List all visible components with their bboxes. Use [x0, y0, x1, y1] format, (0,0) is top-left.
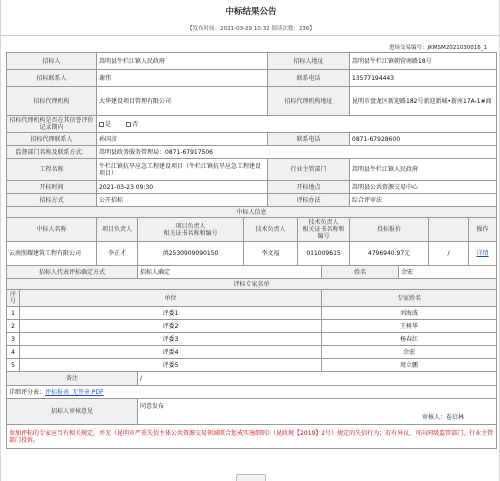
- tender-row: [7, 53, 497, 70]
- winner-col-action: 操作: [469, 218, 497, 242]
- winner-price: 4796940.97元: [350, 242, 429, 266]
- review-row: [7, 399, 497, 425]
- winner-col-tech: 技术负责人: [244, 218, 298, 242]
- winner-section-title: 中标人信息: [7, 207, 497, 218]
- checkbox-no[interactable]: [126, 122, 131, 127]
- experts-section-row: [7, 279, 497, 290]
- tender-value-2: 13577194443: [350, 70, 497, 87]
- open-time-label: 开标时间: [7, 181, 97, 194]
- winner-col-pm-cert: 项目负责人 相关证书名称和编号: [138, 218, 244, 242]
- bottom-button-bar: [1, 474, 500, 481]
- tender-label-1: 招标人: [7, 53, 97, 70]
- record-row: [7, 116, 497, 133]
- notice-text: 参加评标的专家应当有相关规定，并无《昆明市严重失信主体公共资源交易领域联合惩戒实施细则》（昆政规【2019】2号）规定的失信行为；若有异议，可向同级监管部门，行业主管部门投诉。: [7, 425, 497, 449]
- record-question: 招标代理机构是否在其信誉评价记录期内: [7, 116, 97, 133]
- expert-no: 2: [7, 320, 20, 333]
- agent-contact-value: 孙国彦: [97, 133, 268, 146]
- winner-pm: 李正才: [97, 242, 138, 266]
- supervise-value: 嵩明县政务服务管理局：0871-67917506: [97, 146, 497, 159]
- winner-col-name: 中标人名称: [7, 218, 97, 242]
- page-title: 中标结果公告: [225, 7, 277, 17]
- winner-extra: /: [429, 242, 469, 266]
- tender-row: [7, 70, 497, 87]
- transaction-number: 进场交易编号：JKMSM2021030016_1: [389, 45, 487, 51]
- expert-unit: 评委3: [20, 333, 322, 346]
- divider: [1, 35, 500, 36]
- publish-meta: 【发布时间：2021-03-29 10:32 阅读次数：236】: [187, 26, 315, 32]
- winner-name: 云南照耀建筑工程有限公司: [7, 242, 97, 266]
- winner-col-tech-cert: 技术负责人 相关证书名称和编号: [298, 218, 350, 242]
- rep-name-label: 姓名: [322, 266, 399, 279]
- tender-label-2: 招标人地址: [268, 53, 350, 70]
- reviewer-label: 审核人：: [422, 413, 447, 421]
- winner-pm-cert: 滇2530909090150: [138, 242, 244, 266]
- winner-col-pm: 项目负责人: [97, 218, 138, 242]
- experts-header-row: [7, 290, 497, 307]
- tender-value-1: 谢伟: [97, 70, 268, 87]
- notice-row: [7, 425, 497, 449]
- winner-tech-cert: 011009615: [298, 242, 350, 266]
- industry-label: 行业主管部门: [268, 159, 350, 181]
- detail-label: 详细评分表：: [9, 388, 46, 396]
- expert-unit: 评委2: [20, 320, 322, 333]
- review-cell: [138, 399, 497, 425]
- expert-unit: 评委5: [20, 359, 322, 372]
- checkbox-yes[interactable]: [99, 122, 104, 127]
- winner-action-cell: [469, 242, 497, 266]
- method-row: [7, 194, 497, 207]
- expert-no: 4: [7, 346, 20, 359]
- remark-label: 备注: [7, 372, 138, 386]
- project-name: 牛栏江镇抗旱应急工程建设项目（牛栏江镇抗旱应急工程建设项目）: [97, 159, 268, 181]
- tender-value-1: 嵩明县牛栏江镇人民政府: [97, 53, 268, 70]
- option-yes-label: 是: [105, 120, 112, 128]
- expert-name: 刘海波: [322, 307, 497, 320]
- winner-col-price: 投标报价: [350, 218, 429, 242]
- agent-contact-label: 招标代理联系人: [7, 133, 97, 146]
- tender-label-2: 联系电话: [268, 70, 350, 87]
- project-label: 工程名称: [7, 159, 97, 181]
- tender-label-1: 招标联系人: [7, 70, 97, 87]
- remark-value: /: [138, 372, 497, 386]
- detail-pdf-link[interactable]: 评标报表_无签章.PDF: [45, 388, 104, 396]
- winner-section-row: [7, 207, 497, 218]
- winner-col-extra: [429, 218, 469, 242]
- review-label: 招标人审核意见: [7, 399, 138, 425]
- tender-label-1: 招标代理机构: [7, 87, 97, 116]
- expert-name: 周立鹏: [322, 359, 497, 372]
- method-label: 招标方式: [7, 194, 97, 207]
- expert-row: [7, 307, 497, 320]
- tender-label-2: 招标代理机构地址: [268, 87, 350, 116]
- review-value: 同意发布: [140, 402, 165, 410]
- detail-cell: [7, 386, 497, 399]
- expert-row: [7, 346, 497, 359]
- detail-row: [7, 386, 497, 399]
- open-row: [7, 181, 497, 194]
- supervise-row: [7, 146, 497, 159]
- tender-value-2: 嵩明县牛栏江镇朝营南路18号: [350, 53, 497, 70]
- expert-name: 余宏: [322, 346, 497, 359]
- expert-unit: 评委1: [20, 307, 322, 320]
- remark-row: [7, 372, 497, 386]
- open-place-label: 开标地点: [268, 181, 350, 194]
- method-value: 公开招标: [97, 194, 268, 207]
- winner-header-row: [7, 218, 497, 242]
- expert-row: [7, 359, 497, 372]
- record-options: [97, 116, 497, 133]
- expert-name: 杨春红: [322, 333, 497, 346]
- expert-no: 3: [7, 333, 20, 346]
- eval-label: 评标办法: [268, 194, 350, 207]
- tender-row: [7, 87, 497, 116]
- detail-link[interactable]: 详情: [476, 250, 489, 257]
- experts-col-no: 序号: [7, 290, 20, 307]
- expert-no: 1: [7, 307, 20, 320]
- industry-value: 嵩明县牛栏江镇人民政府: [350, 159, 497, 181]
- project-row: [7, 159, 497, 181]
- agent-contact-row: [7, 133, 497, 146]
- result-table: [6, 52, 497, 449]
- experts-section-title: 评标专家名单: [7, 279, 497, 290]
- expert-no: 5: [7, 359, 20, 372]
- rep-name-value: 余宏: [399, 266, 497, 279]
- expert-unit: 评委4: [20, 346, 322, 359]
- rep-label: 招标人代表评标确定方式: [7, 266, 138, 279]
- open-time-value: 2021-03-23 09:30: [97, 181, 268, 194]
- agent-phone-label: 联系电话: [268, 133, 350, 146]
- experts-col-name: 专家姓名: [322, 290, 497, 307]
- option-no-label: 否: [132, 120, 139, 128]
- reviewer-name: 卷启林: [446, 413, 465, 421]
- close-button[interactable]: [236, 474, 266, 481]
- supervise-label: 监督部门名称及联系方式：: [7, 146, 97, 159]
- agent-phone-value: 0871-67928600: [350, 133, 497, 146]
- rep-row: [7, 266, 497, 279]
- tender-value-1: 大华建设项目管理有限公司: [97, 87, 268, 116]
- eval-value: 综合评审法: [350, 194, 497, 207]
- winner-data-row: [7, 242, 497, 266]
- open-place-value: 嵩明县公共资源交易中心: [350, 181, 497, 194]
- expert-row: [7, 333, 497, 346]
- experts-col-unit: 单位: [20, 290, 322, 307]
- expert-row: [7, 320, 497, 333]
- rep-value: 招标人确定: [138, 266, 322, 279]
- winner-tech: 李文福: [244, 242, 298, 266]
- tender-value-2: 昆明市盘龙区新迎路182号新迎新城•新座17A-1#商: [350, 87, 497, 116]
- expert-name: 王树华: [322, 320, 497, 333]
